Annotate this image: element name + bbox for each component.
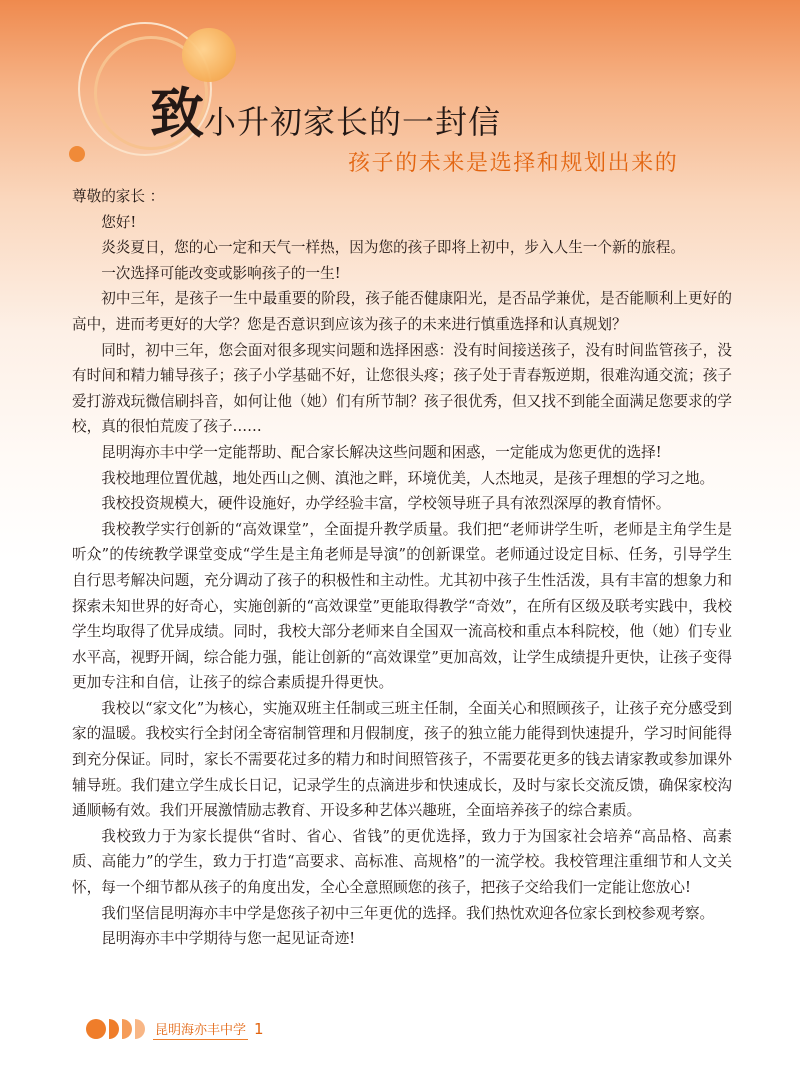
letter-paragraph: 我校地理位置优越，地处西山之侧、滇池之畔，环境优美，人杰地灵，是孩子理想的学习之地。 (101, 469, 715, 487)
footer-arrow-icon (122, 1019, 132, 1039)
letter-paragraph: 您好! (101, 213, 137, 231)
page-footer (86, 1016, 264, 1042)
title-text: 小升初家长的一封信 (204, 103, 502, 141)
letter-paragraph: 我校教学实行创新的“高效课堂”，全面提升教学质量。我们把“老师讲学生听，老师是主角学生是听众”的传统教学课堂变成“学生是主角老师是导演”的创新课堂。老师通过设定目标、任务，引导学生自行思考解决问题，充分调动了孩子的积极性和主动性。尤其初中孩子生性活泼，具有丰富的想象力和探索未知世界的好奇心，实施创新的“高效课堂”更能取得教学“奇效”，在所有区级及联考实践中，我校学生均取得了优异成绩。同时，我校大部分老师来自全国双一流高校和重点本科院校，他（她）们专业水平高，视野开阔，综合能力强，能让创新的“高效课堂”更加高效，让学生成绩提升更快，让孩子变得更加专注和自信，让孩子的综合素质提升得更快。 (72, 520, 732, 692)
letter-paragraph: 一次选择可能改变或影响孩子的一生! (101, 264, 341, 282)
decorative-sun-circle (182, 28, 236, 82)
letter-paragraph: 我们坚信昆明海亦丰中学是您孩子初中三年更优的选择。我们热忱欢迎各位家长到校参观考察。 (101, 904, 715, 922)
page-subtitle: 孩子的未来是选择和规划出来的 (348, 151, 679, 176)
footer-school-name: 昆明海亦丰中学 (153, 1019, 248, 1040)
footer-circle-icon (86, 1019, 106, 1039)
letter-body (72, 184, 732, 952)
page-title (150, 84, 501, 144)
page-number: 1 (254, 1020, 264, 1038)
title-lead-character: 致 (150, 82, 204, 145)
letter-paragraph: 我校致力于为家长提供“省时、省心、省钱”的更优选择，致力于为国家社会培养“高品格、高素质、高能力”的学生，致力于打造“高要求、高标准、高规格”的一流学校。我校管理注重细节和人文关怀，每一个细节都从孩子的角度出发，全心全意照顾您的孩子，把孩子交给我们一定能让您放心! (72, 827, 732, 897)
footer-arrow-icon (109, 1019, 119, 1039)
letter-paragraph: 初中三年，是孩子一生中最重要的阶段，孩子能否健康阳光，是否品学兼优，是否能顺利上更好的高中，进而考更好的大学？您是否意识到应该为孩子的未来进行慎重选择和认真规划？ (72, 290, 732, 333)
footer-arrow-icon (135, 1019, 145, 1039)
letter-paragraph: 炎炎夏日，您的心一定和天气一样热，因为您的孩子即将上初中，步入人生一个新的旅程。 (101, 239, 685, 257)
letter-paragraph: 我校以“家文化”为核心，实施双班主任制或三班主任制，全面关心和照顾孩子，让孩子充分感受到家的温暖。我校实行全封闭全寄宿制管理和月假制度，孩子的独立能力能得到快速提升，学习时间能得到充分保证。同时，家长不需要花过多的精力和时间照管孩子，不需要花更多的钱去请家教或参加课外辅导班。我们建立学生成长日记，记录学生的点滴进步和快速成长，及时与家长交流反馈，确保家校沟通顺畅有效。我们开展激情励志教育、开设多种艺体兴趣班，全面培养孩子的综合素质。 (72, 699, 732, 820)
decorative-dot (69, 146, 85, 162)
letter-paragraph: 我校投资规模大，硬件设施好，办学经验丰富，学校领导班子具有浓烈深厚的教育情怀。 (101, 495, 671, 513)
letter-salutation: 尊敬的家长 ： (72, 188, 165, 205)
letter-paragraph: 昆明海亦丰中学期待与您一起见证奇迹! (101, 930, 356, 948)
letter-paragraph: 昆明海亦丰中学一定能帮助、配合家长解决这些问题和困惑，一定能成为您更优的选择! (101, 443, 662, 461)
letter-paragraph: 同时，初中三年，您会面对很多现实问题和选择困惑：没有时间接送孩子，没有时间监管孩子，没有时间和精力辅导孩子；孩子小学基础不好，让您很头疼；孩子处于青春叛逆期，很难沟通交流；孩子爱打游戏玩微信刷抖音，如何让他（她）们有所节制？孩子很优秀，但又找不到能全面满足您要求的学校，真的很怕荒废了孩子…… (72, 341, 732, 436)
